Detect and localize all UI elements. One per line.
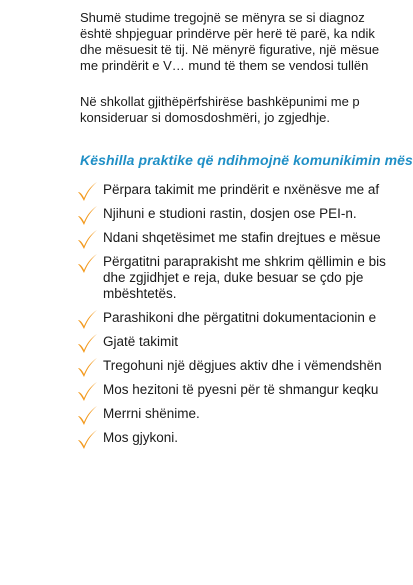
tip-line: mbështetës. <box>103 286 177 301</box>
checkmark-icon <box>76 358 98 378</box>
tip-text <box>103 382 386 398</box>
tip-line: Merrni shënime. <box>103 406 200 421</box>
tip-text <box>103 310 386 326</box>
tip-item <box>76 254 386 302</box>
checkmark-icon <box>76 230 98 250</box>
tip-item <box>76 406 386 422</box>
tip-text <box>103 206 386 222</box>
tip-text <box>103 230 386 246</box>
tip-item <box>76 206 386 222</box>
tip-text <box>103 334 386 350</box>
checkmark-icon <box>76 206 98 226</box>
paragraph-line: Në shkollat gjithëpërfshirëse bashkëpunimi me p <box>80 94 360 109</box>
checkmark-icon <box>76 430 98 450</box>
tip-text <box>103 182 386 198</box>
tip-item <box>76 430 386 446</box>
section-heading: Këshilla praktike që ndihmojnë komunikimin mës <box>80 152 413 168</box>
paragraph-line: është shpjeguar prindërve për herë të parë, ka ndik <box>80 26 375 41</box>
tip-item <box>76 230 386 246</box>
intro-paragraph <box>80 10 413 74</box>
tip-item <box>76 334 386 350</box>
checkmark-icon <box>76 382 98 402</box>
checkmark-icon <box>76 254 98 274</box>
tip-item <box>76 310 386 326</box>
checkmark-icon <box>76 182 98 202</box>
tip-line: dhe zgjidhjet e reja, duke besuar se çdo pje <box>103 270 364 285</box>
tip-text <box>103 358 386 374</box>
tip-line: Parashikoni dhe përgatitni dokumentacionin e <box>103 310 377 325</box>
paragraph-line: me prindërit e V… mund të them se vendosi tullën <box>80 58 369 73</box>
collaboration-paragraph <box>80 94 413 126</box>
tip-line: Mos gjykoni. <box>103 430 179 445</box>
tip-text <box>103 406 386 422</box>
paragraph-line: dhe mësuesit të tij. Në mënyrë figurative, një mësue <box>80 42 380 57</box>
tips-list <box>76 182 386 446</box>
tip-line: Përpara takimit me prindërit e nxënësve me af <box>103 182 380 197</box>
tip-text <box>103 430 386 446</box>
tip-line: Ndani shqetësimet me stafin drejtues e mësue <box>103 230 381 245</box>
tip-item <box>76 358 386 374</box>
checkmark-icon <box>76 406 98 426</box>
tip-line: Gjatë takimit <box>103 334 179 349</box>
tip-line: Mos hezitoni të pyesni për të shmangur keqku <box>103 382 379 397</box>
tip-line: Tregohuni një dëgjues aktiv dhe i vëmendshën <box>103 358 382 373</box>
tip-line: Njihuni e studioni rastin, dosjen ose PEI-n. <box>103 206 357 221</box>
checkmark-icon <box>76 334 98 354</box>
paragraph-line: konsideruar si domosdoshmëri, jo zgjedhje. <box>80 110 331 125</box>
checkmark-icon <box>76 310 98 330</box>
tip-item <box>76 182 386 198</box>
tip-line: Përgatitni paraprakisht me shkrim qëllimin e bis <box>103 254 386 269</box>
paragraph-line: Shumë studime tregojnë se mënyra se si diagnoz <box>80 10 365 25</box>
tip-text <box>103 254 386 302</box>
tip-item <box>76 382 386 398</box>
